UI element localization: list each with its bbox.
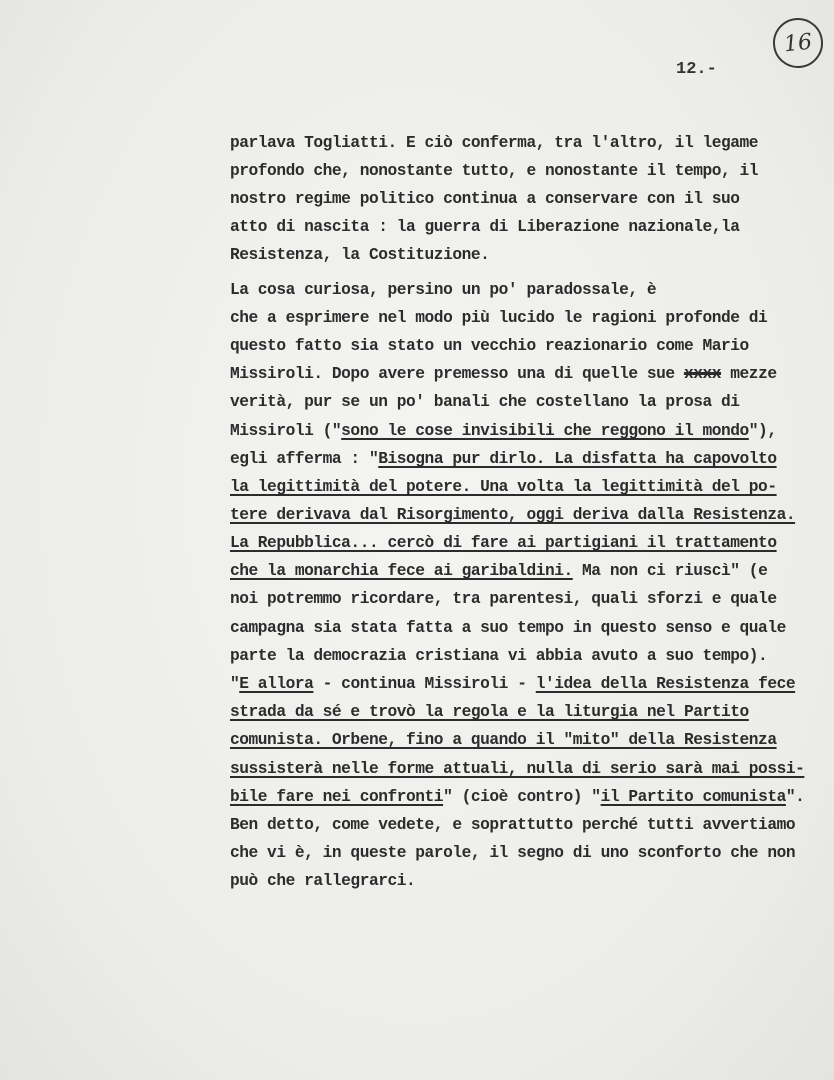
text-segment: parte la democrazia cristiana vi abbia avuto a suo tempo). bbox=[230, 647, 768, 665]
text-segment: mezze bbox=[721, 365, 777, 383]
text-segment: Ma non ci riuscì" (e bbox=[572, 562, 768, 580]
text-line bbox=[230, 532, 777, 554]
text-segment: noi potremmo ricordare, tra parentesi, quali sforzi e quale bbox=[230, 590, 777, 608]
text-segment: Missiroli (" bbox=[230, 422, 342, 440]
underlined-quote: bile fare nei confronti bbox=[230, 788, 444, 806]
text-line bbox=[230, 617, 786, 639]
text-segment: Resistenza, la Costituzione. bbox=[230, 246, 490, 264]
text-line bbox=[230, 758, 804, 780]
text-line bbox=[230, 391, 740, 413]
stamp-number: 16 bbox=[782, 29, 814, 57]
text-segment: egli afferma : " bbox=[230, 450, 379, 468]
underlined-quote: la legittimità del potere. Una volta la legittimità del po- bbox=[230, 478, 777, 496]
text-line bbox=[230, 420, 777, 442]
text-line bbox=[230, 279, 656, 301]
text-line bbox=[230, 307, 767, 329]
text-line bbox=[230, 842, 795, 864]
text-line bbox=[230, 814, 795, 836]
text-segment: questo fatto sia stato un vecchio reazionario come Mario bbox=[230, 337, 749, 355]
text-segment: campagna sia stata fatta a suo tempo in questo senso e quale bbox=[230, 619, 786, 637]
underlined-quote: strada da sé e trovò la regola e la liturgia nel Partito bbox=[230, 703, 749, 721]
text-line bbox=[230, 645, 767, 667]
text-segment: Ben detto, come vedete, e soprattutto perché tutti avvertiamo bbox=[230, 816, 796, 834]
text-segment: profondo che, nonostante tutto, e nonostante il tempo, il bbox=[230, 162, 759, 180]
text-line bbox=[230, 363, 777, 385]
text-segment: Missiroli. Dopo avere premesso una di quelle sue bbox=[230, 365, 684, 383]
underlined-quote: sussisterà nelle forme attuali, nulla di serio sarà mai possi- bbox=[230, 760, 805, 778]
text-line bbox=[230, 132, 758, 154]
text-segment: " (cioè contro) " bbox=[443, 788, 601, 806]
text-line bbox=[230, 673, 795, 695]
text-segment: atto di nascita : la guerra di Liberazione nazionale,la bbox=[230, 218, 740, 236]
text-line bbox=[230, 504, 795, 526]
text-segment: parlava Togliatti. E ciò conferma, tra l'altro, il legame bbox=[230, 134, 759, 152]
text-line bbox=[230, 216, 740, 238]
underlined-quote: sono le cose invisibili che reggono il mondo bbox=[341, 422, 749, 440]
text-segment: - continua Missiroli - bbox=[313, 675, 536, 693]
underlined-quote: tere derivava dal Risorgimento, oggi deriva dalla Resistenza. bbox=[230, 506, 796, 524]
text-segment: che a esprimere nel modo più lucido le ragioni profonde di bbox=[230, 309, 768, 327]
text-line bbox=[230, 560, 767, 582]
underlined-quote: E allora bbox=[239, 675, 314, 693]
page-number: 12.- bbox=[676, 60, 717, 79]
text-segment: "), bbox=[748, 422, 777, 440]
text-line bbox=[230, 729, 777, 751]
underlined-quote: che la monarchia fece ai garibaldini. bbox=[230, 562, 573, 580]
text-segment: può che rallegrarci. bbox=[230, 872, 416, 890]
underlined-quote: Bisogna pur dirlo. La disfatta ha capovolto bbox=[378, 450, 777, 468]
archive-page-stamp bbox=[771, 16, 826, 71]
text-segment: nostro regime politico continua a conservare con il suo bbox=[230, 190, 740, 208]
underlined-quote: l'idea della Resistenza fece bbox=[535, 675, 796, 693]
text-segment: che vi è, in queste parole, il segno di uno sconforto che non bbox=[230, 844, 796, 862]
text-line bbox=[230, 448, 777, 470]
underlined-quote: La Repubblica... cercò di fare ai partigiani il trattamento bbox=[230, 534, 777, 552]
text-line bbox=[230, 786, 804, 808]
text-segment: " bbox=[230, 675, 240, 693]
underlined-quote: comunista. Orbene, fino a quando il "mito" della Resistenza bbox=[230, 731, 777, 749]
text-line bbox=[230, 588, 777, 610]
text-line bbox=[230, 701, 749, 723]
text-segment: ". bbox=[785, 788, 805, 806]
underlined-quote: il Partito comunista bbox=[600, 788, 786, 806]
text-segment: verità, pur se un po' banali che costellano la prosa di bbox=[230, 393, 740, 411]
text-segment: La cosa curiosa, persino un po' paradossale, è bbox=[230, 281, 657, 299]
text-line bbox=[230, 476, 777, 498]
text-line bbox=[230, 244, 489, 266]
struck-out-word: xxxx bbox=[683, 365, 722, 383]
text-line bbox=[230, 188, 740, 210]
text-line bbox=[230, 335, 749, 357]
text-line bbox=[230, 160, 758, 182]
text-line bbox=[230, 870, 415, 892]
